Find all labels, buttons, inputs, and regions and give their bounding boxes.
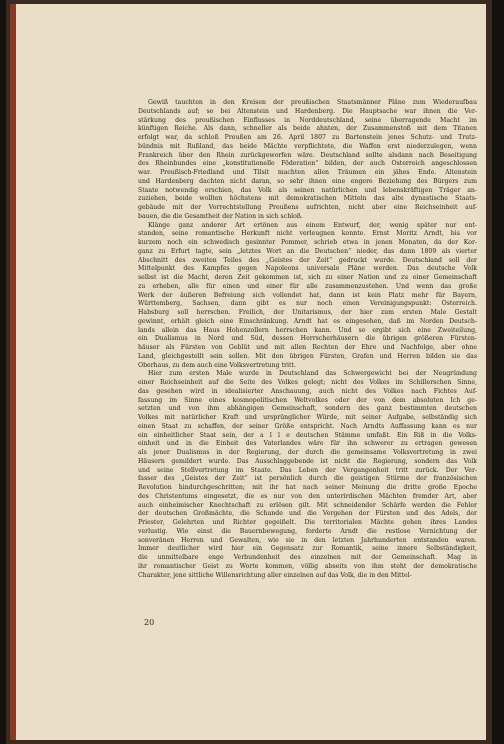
text-line: gebäude mit der Vorrechtstellung Preußens aufrichten, nicht aber eine Reichseinheit auf- <box>138 204 477 211</box>
text-line: Werk der äußeren Befreiung sich vollendet hat, dann ist kein Platz mehr für Bayern, <box>138 291 477 299</box>
book-page <box>10 4 486 740</box>
text-line: einer Reichseinheit auf die Seite des Volkes gelegt; nicht des Volkes im Schillerschen Sinne, <box>138 379 477 386</box>
text-line: als jener Dualismus in der Regierung, der durch die gemeinsame Volksvertretung in zwei <box>138 449 477 456</box>
text-line: Klänge ganz anderer Art ertönen aus einem Entwurf, der, wenig später nur ent- <box>148 221 477 229</box>
text-line: zuziehen, beide wollten höchstens mit demokratischen Mitteln das alte dynastische Staats- <box>138 195 477 203</box>
text-line: sonveränen Herren und Gewalten, wie sie in den letzten Jahrhunderten entstanden waren. <box>138 536 477 544</box>
text-line: stärkung des preußischen Einflusses in Norddeutschland, seine überragende Macht im <box>138 116 477 124</box>
text-line: einheit und in die Einheit des Vaterlandes wäre für ihn schwerer zu ertragen gewesen <box>138 440 477 448</box>
text-line: Frankreich über den Rhein zurückgeworfen wäre. Deutschland sollte alsdann nach Beseitigung <box>138 151 477 159</box>
text-line: Land, gleichgestellt sein sollen. Mit den übrigen Fürsten, Grafen und Herren bilden sie das <box>138 352 477 360</box>
text-line: Gewiß tauchten in den Kreisen der preußischen Staatsmänner Pläne zum Wiederaufbau <box>148 99 477 106</box>
text-line: standen, seine romantische Herkunft nicht verleugnen konnte. Ernst Moritz Arndt, bis vor <box>138 230 477 238</box>
text-line: auch einheimischer Knechtschaft zu erlösen gilt. Mit schneidender Schärfe werden die Fehler <box>138 501 477 509</box>
text-line: Habsburg soll herrschen. Freilich, der Unitarismus, der hier zum ersten Male Gestalt <box>138 309 477 316</box>
text-line: künftigen Reiche. Als dann, schneller als beide ahnten, der Zusammenstoß mit dem Titanen <box>138 125 477 133</box>
text-line: und Hardenberg dachten nicht daran, so sehr ihnen eine engere Beziehung des Bürgers zum <box>138 177 477 185</box>
text-line: Hier zum ersten Male wurde in Deutschland das Schwergewicht bei der Neugründung <box>148 370 477 378</box>
text-line: die unmittelbare enge Verbundenheit des einzelnen mit der Gemeinschaft. Mag in <box>138 554 477 561</box>
text-line: Abschnitt des zweiten Teiles des „Geistes der Zeit“ gedruckt wurde. Deutschland soll der <box>138 256 477 264</box>
text-line: Oberhaus, zu dem auch eine Volksvertretung tritt. <box>138 361 296 369</box>
text-line: Immer deutlicher wird hier ein Gegensatz zur Romantik, seine innere Selbständigkeit, <box>138 545 477 553</box>
text-line: bauen, die die Gesamtheit der Nation in sich schloß. <box>138 212 303 220</box>
text-line: gewinnt, erhält gleich eine Einschränkung. Arndt hat es eingesehen, daß im Norden Deutsch- <box>138 317 477 325</box>
text-line: erfolgt war, da schloß Preußen am 26. April 1807 zu Bartenstein jenes Schutz- und Trutz- <box>138 134 477 141</box>
body-text <box>138 99 477 580</box>
text-line: Deutschlands auf; so bei Altenstein und Hardenberg. Die Hauptsache war ihnen die Ver- <box>138 107 477 115</box>
text-line: Württemberg, Sachsen, dann gibt es nur noch einen Vereinigungspunkt: Österreich. <box>138 300 477 308</box>
text-line: ein Dualismus in Nord und Süd, dessen Herrscherhäusern die übrigen größeren Fürsten- <box>138 335 477 343</box>
text-line: fasser des „Geistes der Zeit“ ist persönlich durch die geistigen Stürme der französischen <box>138 475 477 483</box>
text-line: war. Preußisch-Friedland und Tilsit machten allen Träumen ein jähes Ende. Altenstein <box>138 169 477 176</box>
page-number: 20 <box>144 618 155 627</box>
text-line: Priester, Gelehrten und Richter gegeißelt. Die territorialen Mächte gehen ihres Landes <box>138 519 477 526</box>
text-line: Charakter, jene sittliche Willensrichtung aller einzelnen auf das Volk, die in den Mittel- <box>138 571 412 579</box>
text-line: Mittelpunkt des Kampfes gegen Napoleons universale Pläne werden. Das deutsche Volk <box>138 265 477 273</box>
text-line: setzten und von ihm abhängigen Gemeinschaft, sondern des ganz bestimmten deutschen <box>138 405 477 413</box>
text-line: kurzem noch ein schwedisch gesinnter Pommer, schrieb etwa in jenen Monaten, da der Kor- <box>138 239 477 246</box>
text-line: einen Staat zu schaffen, der seiner Größe entspricht. Nach Arndts Auffassung kann es nur <box>138 422 477 430</box>
text-line: Staate notwendig erschien, das Volk als seinen natürlichen und lebenskräftigen Träger an- <box>138 186 477 194</box>
text-line: zu erheben, alle für einen und einer für alle zusammenzustehen. Und wenn das große <box>138 282 477 290</box>
text-line: Volkes mit natürlicher Kraft und ursprünglicher Würde, mit seiner Aufgabe, selbständig sich <box>138 414 477 421</box>
text-line: ganz zu Erfurt tagte, sein „letztes Wort an die Deutschen“ nieder, das dann 1809 als vierter <box>138 247 477 255</box>
text-line: häuser als Fürsten von Geblüt und mit allen Rechten der Ehre und Nachfolge, aber ohne <box>138 344 477 351</box>
text-line: Häusern gemildert wurde. Das Ausschlaggebende ist nicht die Regierung, sondern das Volk <box>138 457 477 465</box>
text-line: das gesehen wird in idealisierter Anschauung, auch nicht des Volkes nach Fichtes Auf- <box>138 387 477 395</box>
text-line: Revolution hindurchgeschritten; mit ihr hat nach seiner Meinung die dritte große Epoche <box>138 484 477 491</box>
text-line: des Rheinbundes eine „konstitutionelle Föderation“ bilden, der auch Österreich angeschlossen <box>138 160 477 168</box>
text-line: der deutschen Großmächte, die Schande und die Vergehen der Fürsten und des Adels, der <box>138 510 477 518</box>
text-line: verlustig. Wie einst die Bauernbewegung, forderte Arndt die restlose Vernichtung der <box>138 527 477 535</box>
text-line: fassung im Sinne eines kosmopolitischen Weltvolkes oder der von dem absoluten Ich ge- <box>138 396 477 404</box>
text-line: lands allein das Haus Hohenzollern herrschen kann. Und so ergibt sich eine Zweiteilung, <box>138 326 477 334</box>
text-line: ihr romantischer Geist zu Worte kommen, völlig abseits von ihm steht der demokratische <box>138 562 477 570</box>
text-line: ein einheitlicher Staat sein, der a l l e deutschen Stämme umfaßt. Ein Riß in die Volks- <box>138 431 477 439</box>
text-line: des Christentums eingesetzt, die es nur von den unterirdischen Mächten fremder Art, aber <box>138 492 477 500</box>
text-line: bündnis mit Rußland, das beide Mächte verpflichtete, die Waffen erst niederzulegen, wenn <box>138 142 477 150</box>
text-line: und seine Stellvertretung im Staate. Das Leben der Vergangenheit tritt zurück. Der Ver- <box>138 466 477 474</box>
text-line: selbst ist die Macht, deren Zeit gekommen ist, sich zu einer Nation und zu einer Gemeinschaft <box>138 274 477 281</box>
